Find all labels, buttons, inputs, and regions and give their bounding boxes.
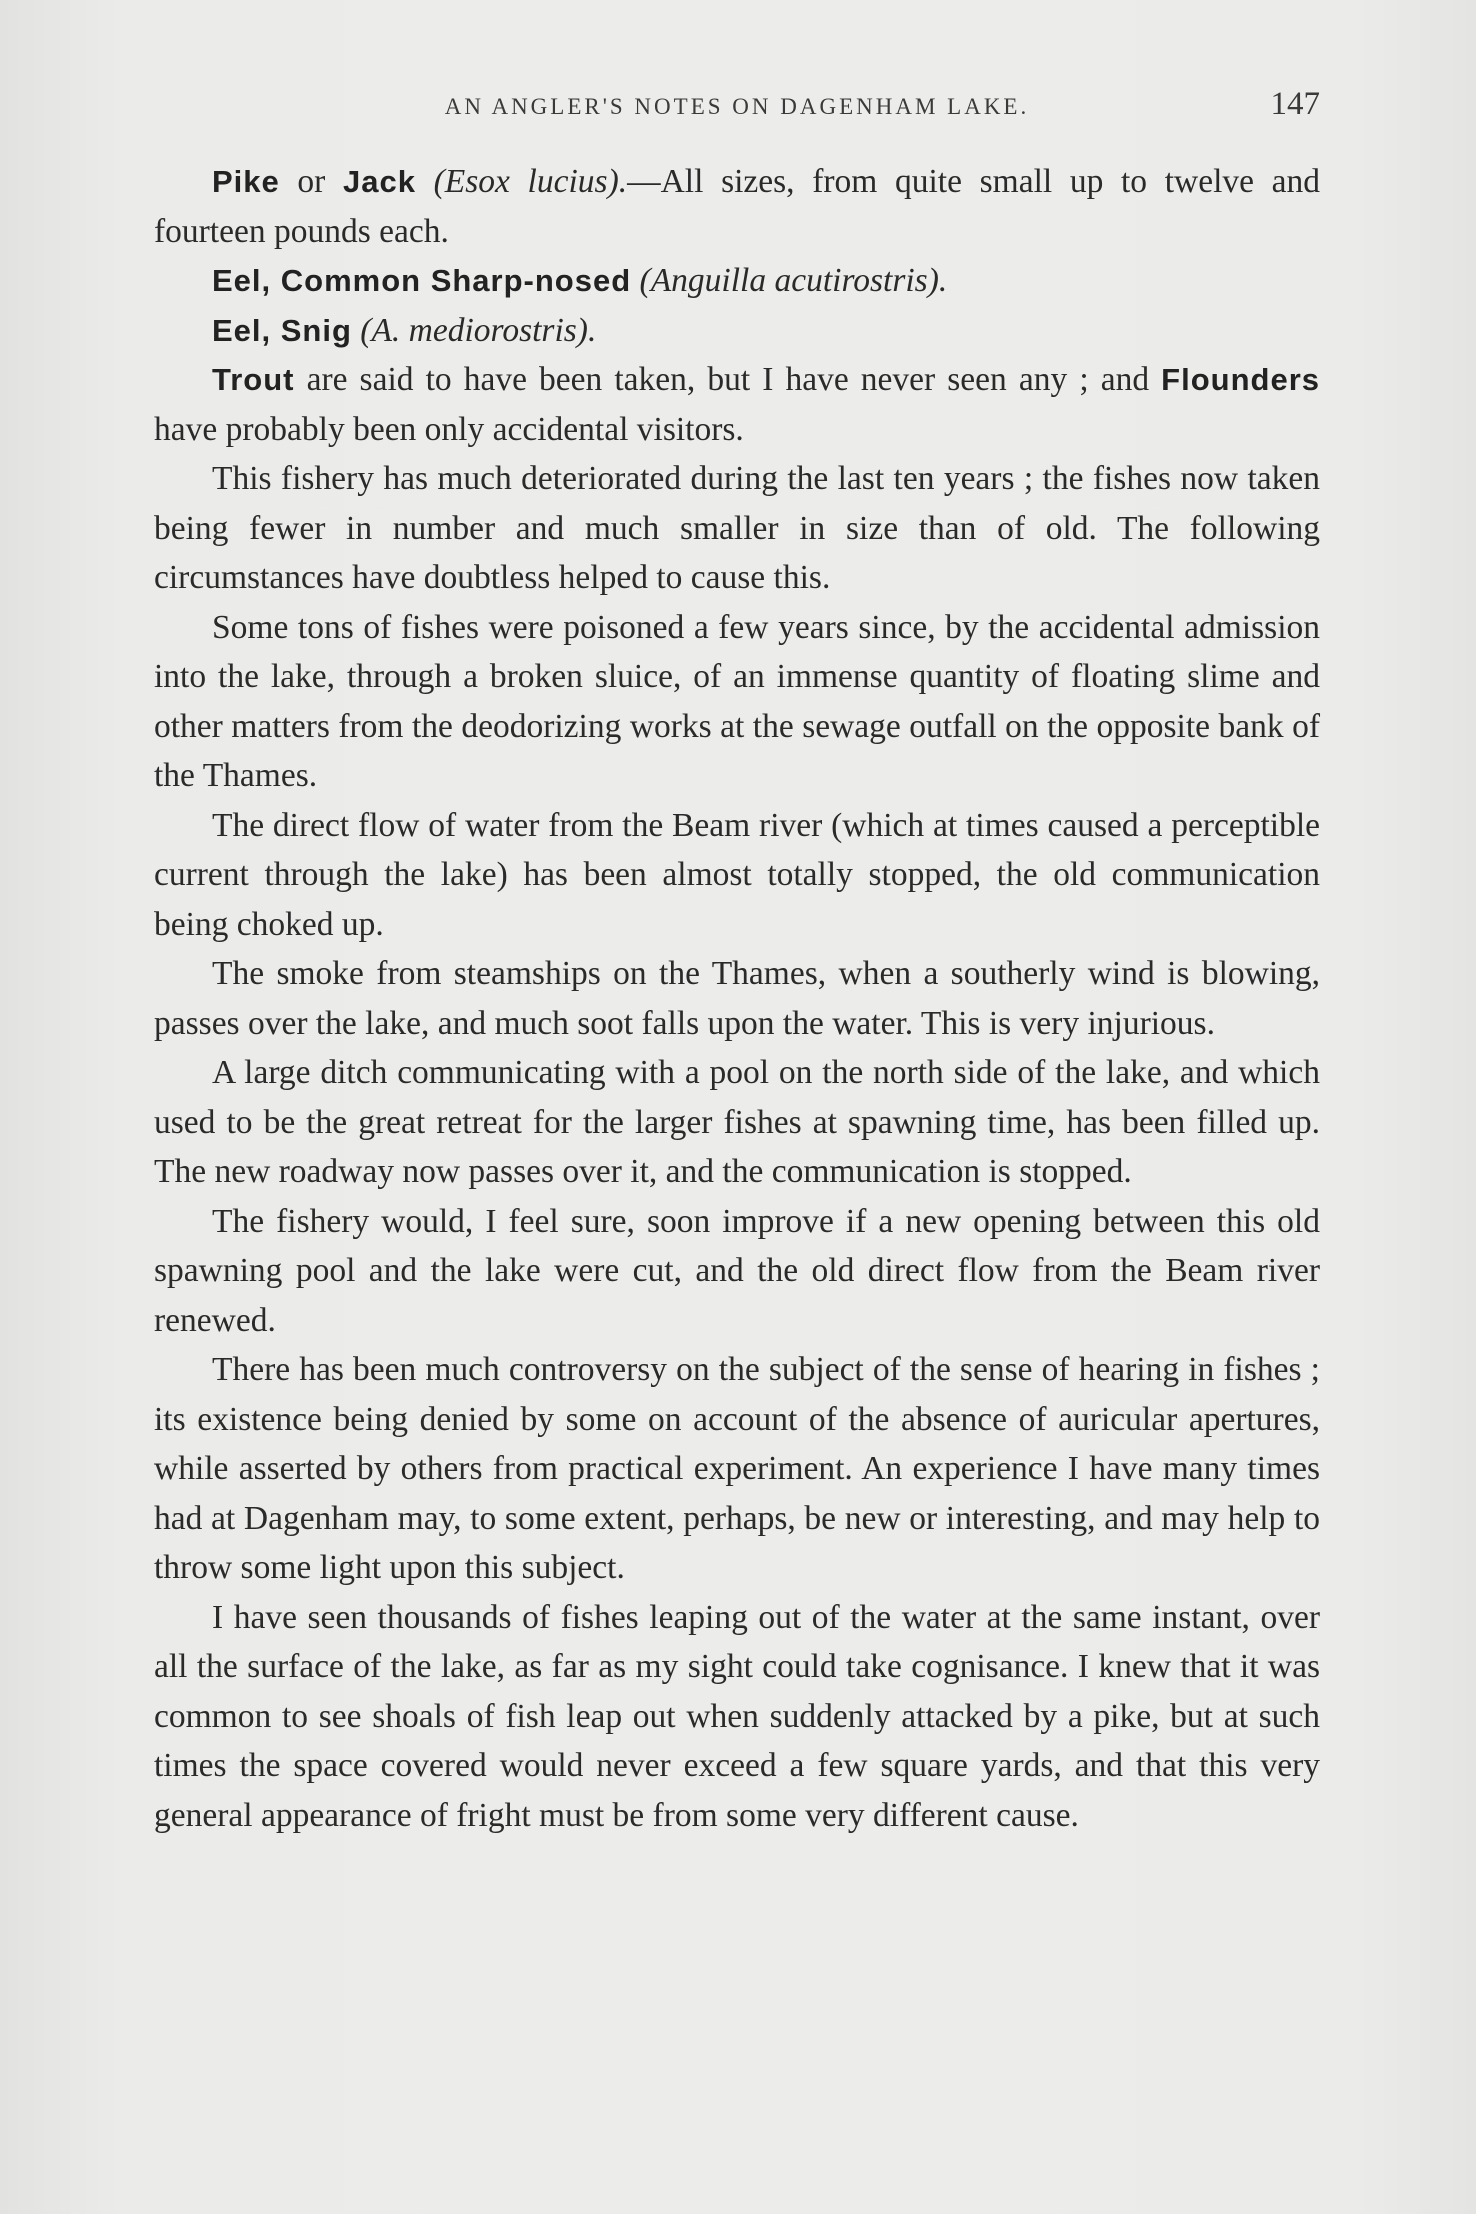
scientific-name-eel-sharp-nosed: (Anguilla acutirostris).: [639, 262, 948, 299]
paragraph-beam-river-flow: The direct flow of water from the Beam river (which at times caused a perceptible current through the lake) has been almost totally stopped, the old communication being choked up.: [154, 806, 1320, 943]
paragraph-ditch-filled: A large ditch communicating with a pool on the north side of the lake, and which used to be the great retreat for the larger fishes at spawning time, has been filled up. The new roadway now passes over it, and the communication is stopped.: [154, 1054, 1320, 1190]
entry-pike: [154, 157, 1320, 256]
species-name-trout: Trout: [212, 362, 295, 397]
running-head: AN ANGLER'S NOTES ON DAGENHAM LAKE.: [444, 94, 1030, 119]
entry-pike-description: —All sizes, from quite small up to twelve and fourteen pounds each.: [154, 163, 1321, 250]
species-name-flounders: Flounders: [1161, 362, 1320, 397]
paragraph-leaping-fishes: I have seen thousands of fishes leaping out of the water at the same instant, over all the surface of the lake, as far as my sight could take cognisance. I knew that it was common to see shoals of fish leap out when suddenly attacked by a pike, but at such times the space covered would never exceed a few square yards, and that this very general appearance of fright must be from some very different cause.: [154, 1598, 1320, 1834]
scientific-name-eel-snig: (A. mediorostris).: [360, 311, 597, 349]
page-number: 147: [1270, 86, 1320, 122]
page-header: [154, 86, 1320, 136]
paragraph-improvement: The fishery would, I feel sure, soon improve if a new opening between this old spawning pool and the lake were cut, and the old direct flow from the Beam river renewed.: [154, 1202, 1320, 1339]
entry-trout-flounders: [154, 355, 1320, 454]
species-name-jack: Jack: [343, 164, 416, 199]
entry-pike-or: or: [279, 163, 343, 200]
paragraph-poisoning: Some tons of fishes were poisoned a few years since, by the accidental admission into the lake, through a broken sluice, of an immense quantity of floating slime and other matters from the deodorizing works at the sewage outfall on the opposite bank of the Thames.: [154, 608, 1320, 794]
body-text: [154, 157, 1320, 1840]
species-name-eel-snig: Eel, Snig: [212, 312, 352, 348]
paragraph-hearing-controversy: There has been much controversy on the subject of the sense of hearing in fishes ; its existence being denied by some on account of the absence of auricular apertures, while asserted by others from practical experiment. An experience I have many times had at Dagenham may, to some extent, perhaps, be new or interesting, and may help to throw some light upon this subject.: [154, 1351, 1320, 1586]
paragraph-deterioration: This fishery has much deteriorated during the last ten years ; the fishes now taken being fewer in number and much smaller in size than of old. The following circumstances have doubtless helped to cause this.: [154, 460, 1320, 596]
species-name-eel-sharp-nosed: Eel, Common Sharp-nosed: [212, 263, 632, 298]
paragraph-steamship-smoke: The smoke from steamships on the Thames, when a southerly wind is blowing, passes over the lake, and much soot falls upon the water. This is very injurious.: [154, 955, 1320, 1042]
species-name-pike: Pike: [212, 164, 280, 199]
entry-eel-snig: [154, 306, 1320, 356]
scientific-name-pike: (Esox lucius).: [433, 163, 628, 200]
entry-flounders-description: have probably been only accidental visitors.: [154, 410, 744, 448]
entry-eel-sharp-nosed: [154, 256, 1320, 306]
entry-trout-description: are said to have been taken, but I have never seen any ; and: [294, 361, 1162, 398]
